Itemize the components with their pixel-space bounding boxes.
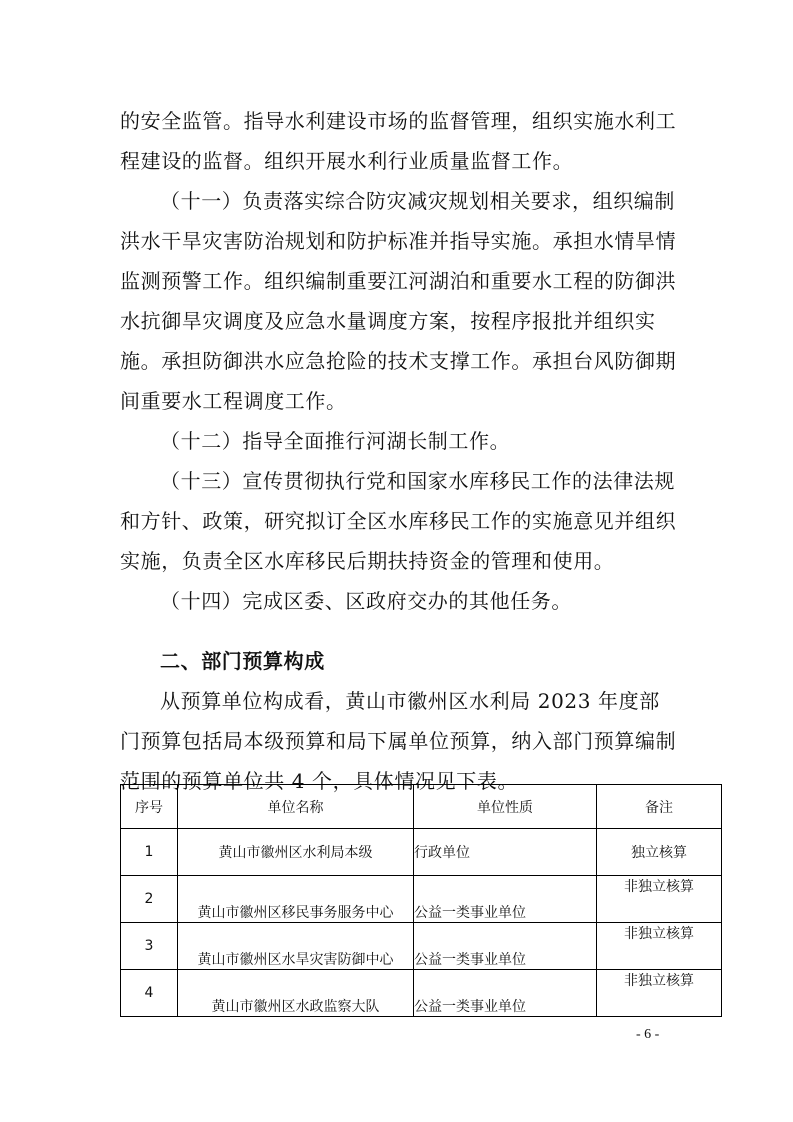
body-paragraph-3: （十二）指导全面推行河湖长制工作。 [160, 429, 511, 453]
cell-serial: 3 [121, 923, 178, 970]
cell-unit-nature: 公益一类事业单位 [414, 876, 597, 923]
table-header-row [121, 785, 722, 829]
header-unit-name: 单位名称 [178, 785, 414, 829]
cell-unit-nature: 行政单位 [414, 829, 597, 876]
cell-unit-nature: 公益一类事业单位 [414, 923, 597, 970]
table-row [121, 829, 722, 876]
cell-note: 非独立核算 [597, 923, 722, 970]
cell-serial: 2 [121, 876, 178, 923]
cell-unit-name: 黄山市徽州区移民事务服务中心 [178, 876, 414, 923]
body-paragraph-5: （十四）完成区委、区政府交办的其他任务。 [160, 589, 572, 613]
section-heading: 二、部门预算构成 [160, 649, 325, 673]
section-intro: 从预算单位构成看，黄山市徽州区水利局 2023 年度部门预算包括局本级预算和局下属单位预算，纳入部门预算编制范围的预算单位共 4 个，具体情况见下表。 [120, 689, 677, 793]
cell-note: 独立核算 [597, 829, 722, 876]
body-paragraph-4: （十三）宣传贯彻执行党和国家水库移民工作的法律法规和方针、政策，研究拟订全区水库移民工作的实施意见并组织实施，负责全区水库移民后期扶持资金的管理和使用。 [120, 469, 677, 573]
cell-unit-nature: 公益一类事业单位 [414, 970, 597, 1017]
body-paragraph-1: 的安全监管。指导水利建设市场的监督管理，组织实施水利工程建设的监督。组织开展水利行业质量监督工作。 [120, 109, 677, 173]
table-row [121, 923, 722, 970]
header-note: 备注 [597, 785, 722, 829]
table-row [121, 876, 722, 923]
cell-note: 非独立核算 [597, 970, 722, 1017]
cell-unit-name: 黄山市徽州区水旱灾害防御中心 [178, 923, 414, 970]
header-unit-nature: 单位性质 [414, 785, 597, 829]
body-paragraph-2: （十一）负责落实综合防灾减灾规划相关要求，组织编制洪水干旱灾害防治规划和防护标准并指导实施。承担水情旱情监测预警工作。组织编制重要江河湖泊和重要水工程的防御洪水抗御旱灾调度及应急水量调度方案，按程序报批并组织实施。承担防御洪水应急抢险的技术支撑工作。承担台风防御期间重要水工程调度工作。 [120, 189, 677, 413]
page-number: - 6 - [636, 1027, 660, 1042]
cell-serial: 4 [121, 970, 178, 1017]
cell-serial: 1 [121, 829, 178, 876]
cell-note: 非独立核算 [597, 876, 722, 923]
header-serial: 序号 [121, 785, 178, 829]
cell-unit-name: 黄山市徽州区水政监察大队 [178, 970, 414, 1017]
table-row [121, 970, 722, 1017]
budget-unit-table [120, 784, 722, 1017]
cell-unit-name: 黄山市徽州区水利局本级 [178, 829, 414, 876]
